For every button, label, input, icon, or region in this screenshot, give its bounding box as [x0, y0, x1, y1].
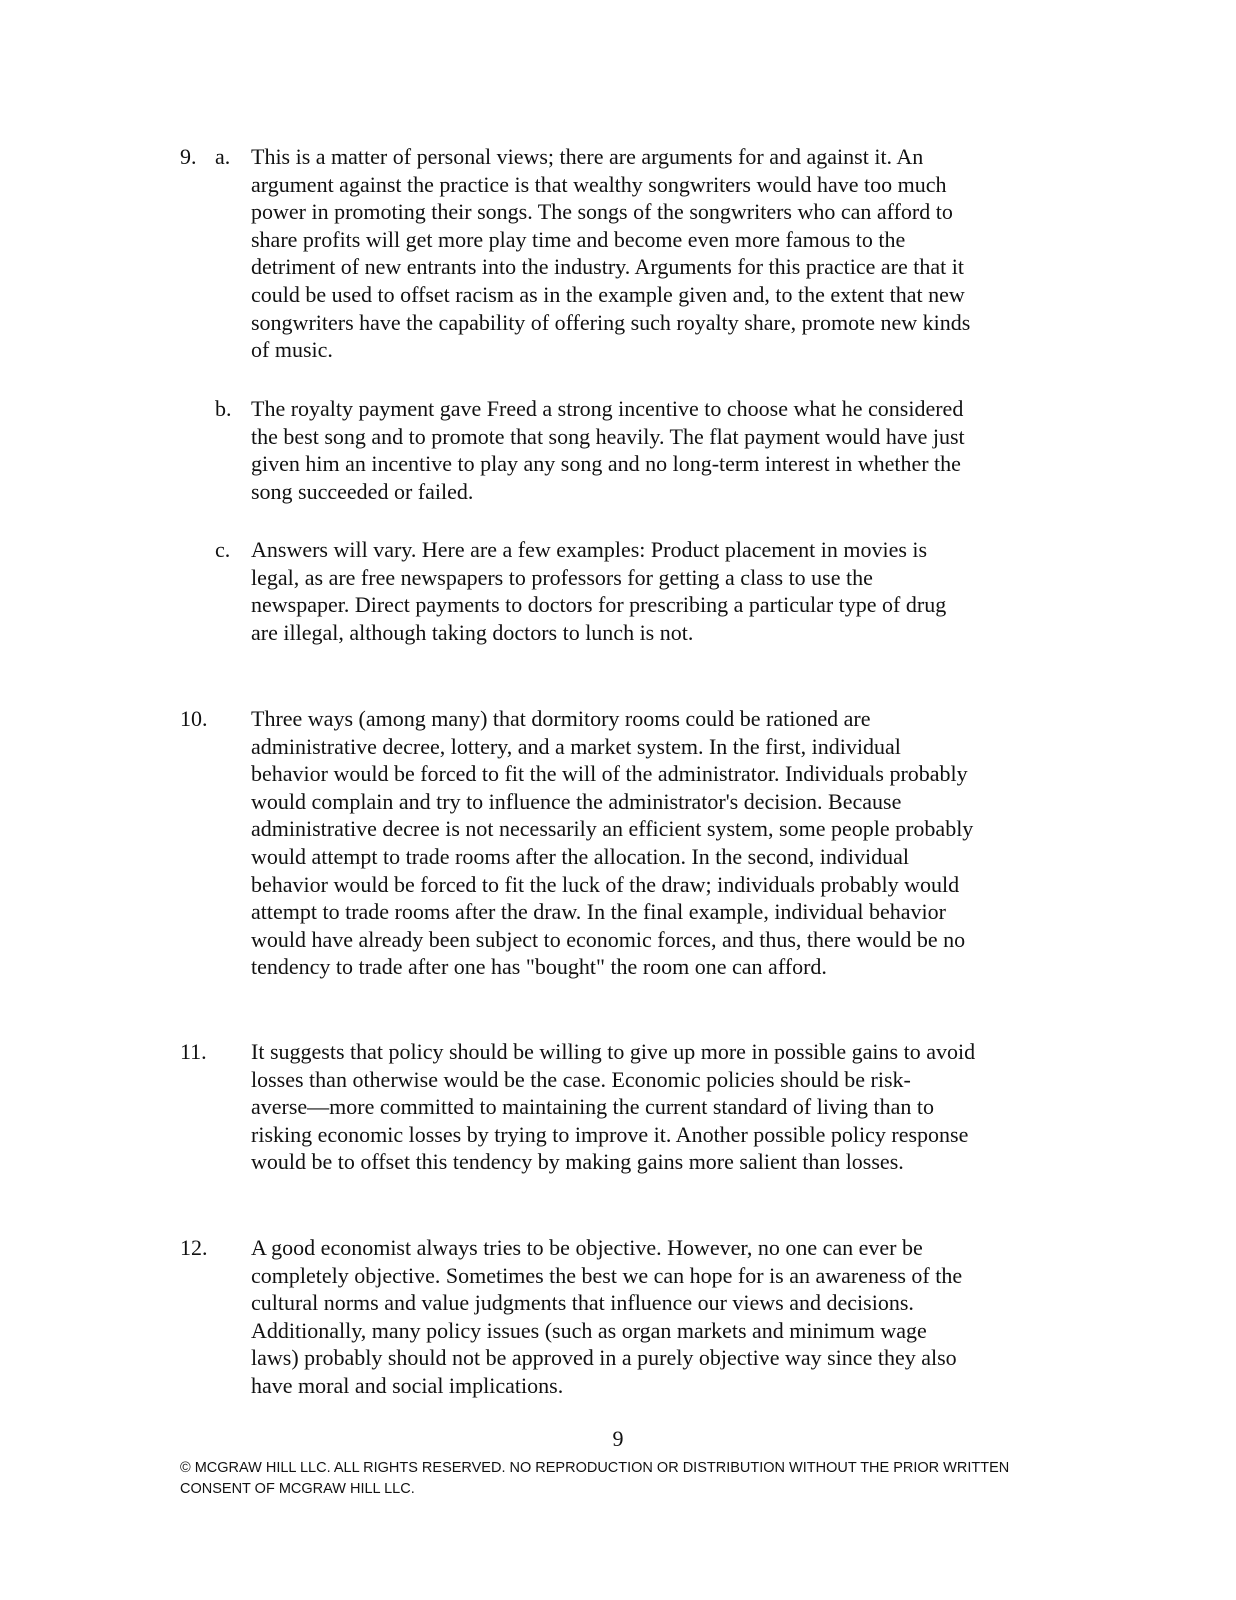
sub-question-letter: b. [215, 396, 232, 421]
sub-question-letter: c. [215, 537, 231, 562]
page-number: 9 [612, 1426, 624, 1451]
answer-text: The royalty payment gave Freed a strong incentive to choose what he considered the best song and to promote that song heavily. The flat payment would have just given him an incentive to play any song and no long-term interest in whether the song succeeded or failed. [251, 396, 965, 504]
copyright-footer: © MCGRAW HILL LLC. ALL RIGHTS RESERVED. NO REPRODUCTION OR DISTRIBUTION WITHOUT THE PRIOR WRITTEN CONSENT OF MCGRAW HILL LLC. [180, 1460, 1010, 1497]
question-number: 9. [180, 144, 197, 169]
answer-text: Three ways (among many) that dormitory rooms could be rationed are administrative decree, lottery, and a market system. In the first, individual behavior would be forced to fit the will of the administrator. Individuals probably would complain and try to influence the administrator's decision. Because administrative decree is not necessarily an efficient system, some people probably would attempt to trade rooms after the allocation. In the second, individual behavior would be forced to fit the luck of the draw; individuals probably would attempt to trade rooms after the draw. In the final example, individual behavior would have already been subject to economic forces, and thus, there would be no tendency to trade after one has "bought" the room one can afford. [251, 706, 974, 980]
answer-text: It suggests that policy should be willing to give up more in possible gains to avoid losses than otherwise would be the case. Economic policies should be risk- averse—more committed to maintaining the current standard of living than to risking economic losses by trying to improve it. Another possible policy response would be to offset this tendency by making gains more salient than losses. [251, 1039, 976, 1175]
answer-text: Answers will vary. Here are a few examples: Product placement in movies is legal, as are free newspapers to professors for getting a class to use the newspaper. Direct payments to doctors for prescribing a particular type of drug are illegal, although taking doctors to lunch is not. [251, 537, 947, 645]
sub-question-letter: a. [215, 144, 231, 169]
question-number: 12. [180, 1235, 208, 1260]
answer-text: This is a matter of personal views; there are arguments for and against it. An argument against the practice is that wealthy songwriters would have too much power in promoting their songs. The songs of the songwriters who can afford to share profits will get more play time and become even more famous to the detriment of new entrants into the industry. Arguments for this practice are that it could be used to offset racism as in the example given and, to the extent that new songwriters have the capability of offering such royalty share, promote new kinds of music. [251, 144, 971, 363]
question-number: 11. [180, 1039, 207, 1064]
question-number: 10. [180, 706, 208, 731]
answer-text: A good economist always tries to be objective. However, no one can ever be completely objective. Sometimes the best we can hope for is an awareness of the cultural norms and value judgments that influence our views and decisions. Additionally, many policy issues (such as organ markets and minimum wage laws) probably should not be approved in a purely objective way since they also have moral and social implications. [251, 1235, 963, 1398]
